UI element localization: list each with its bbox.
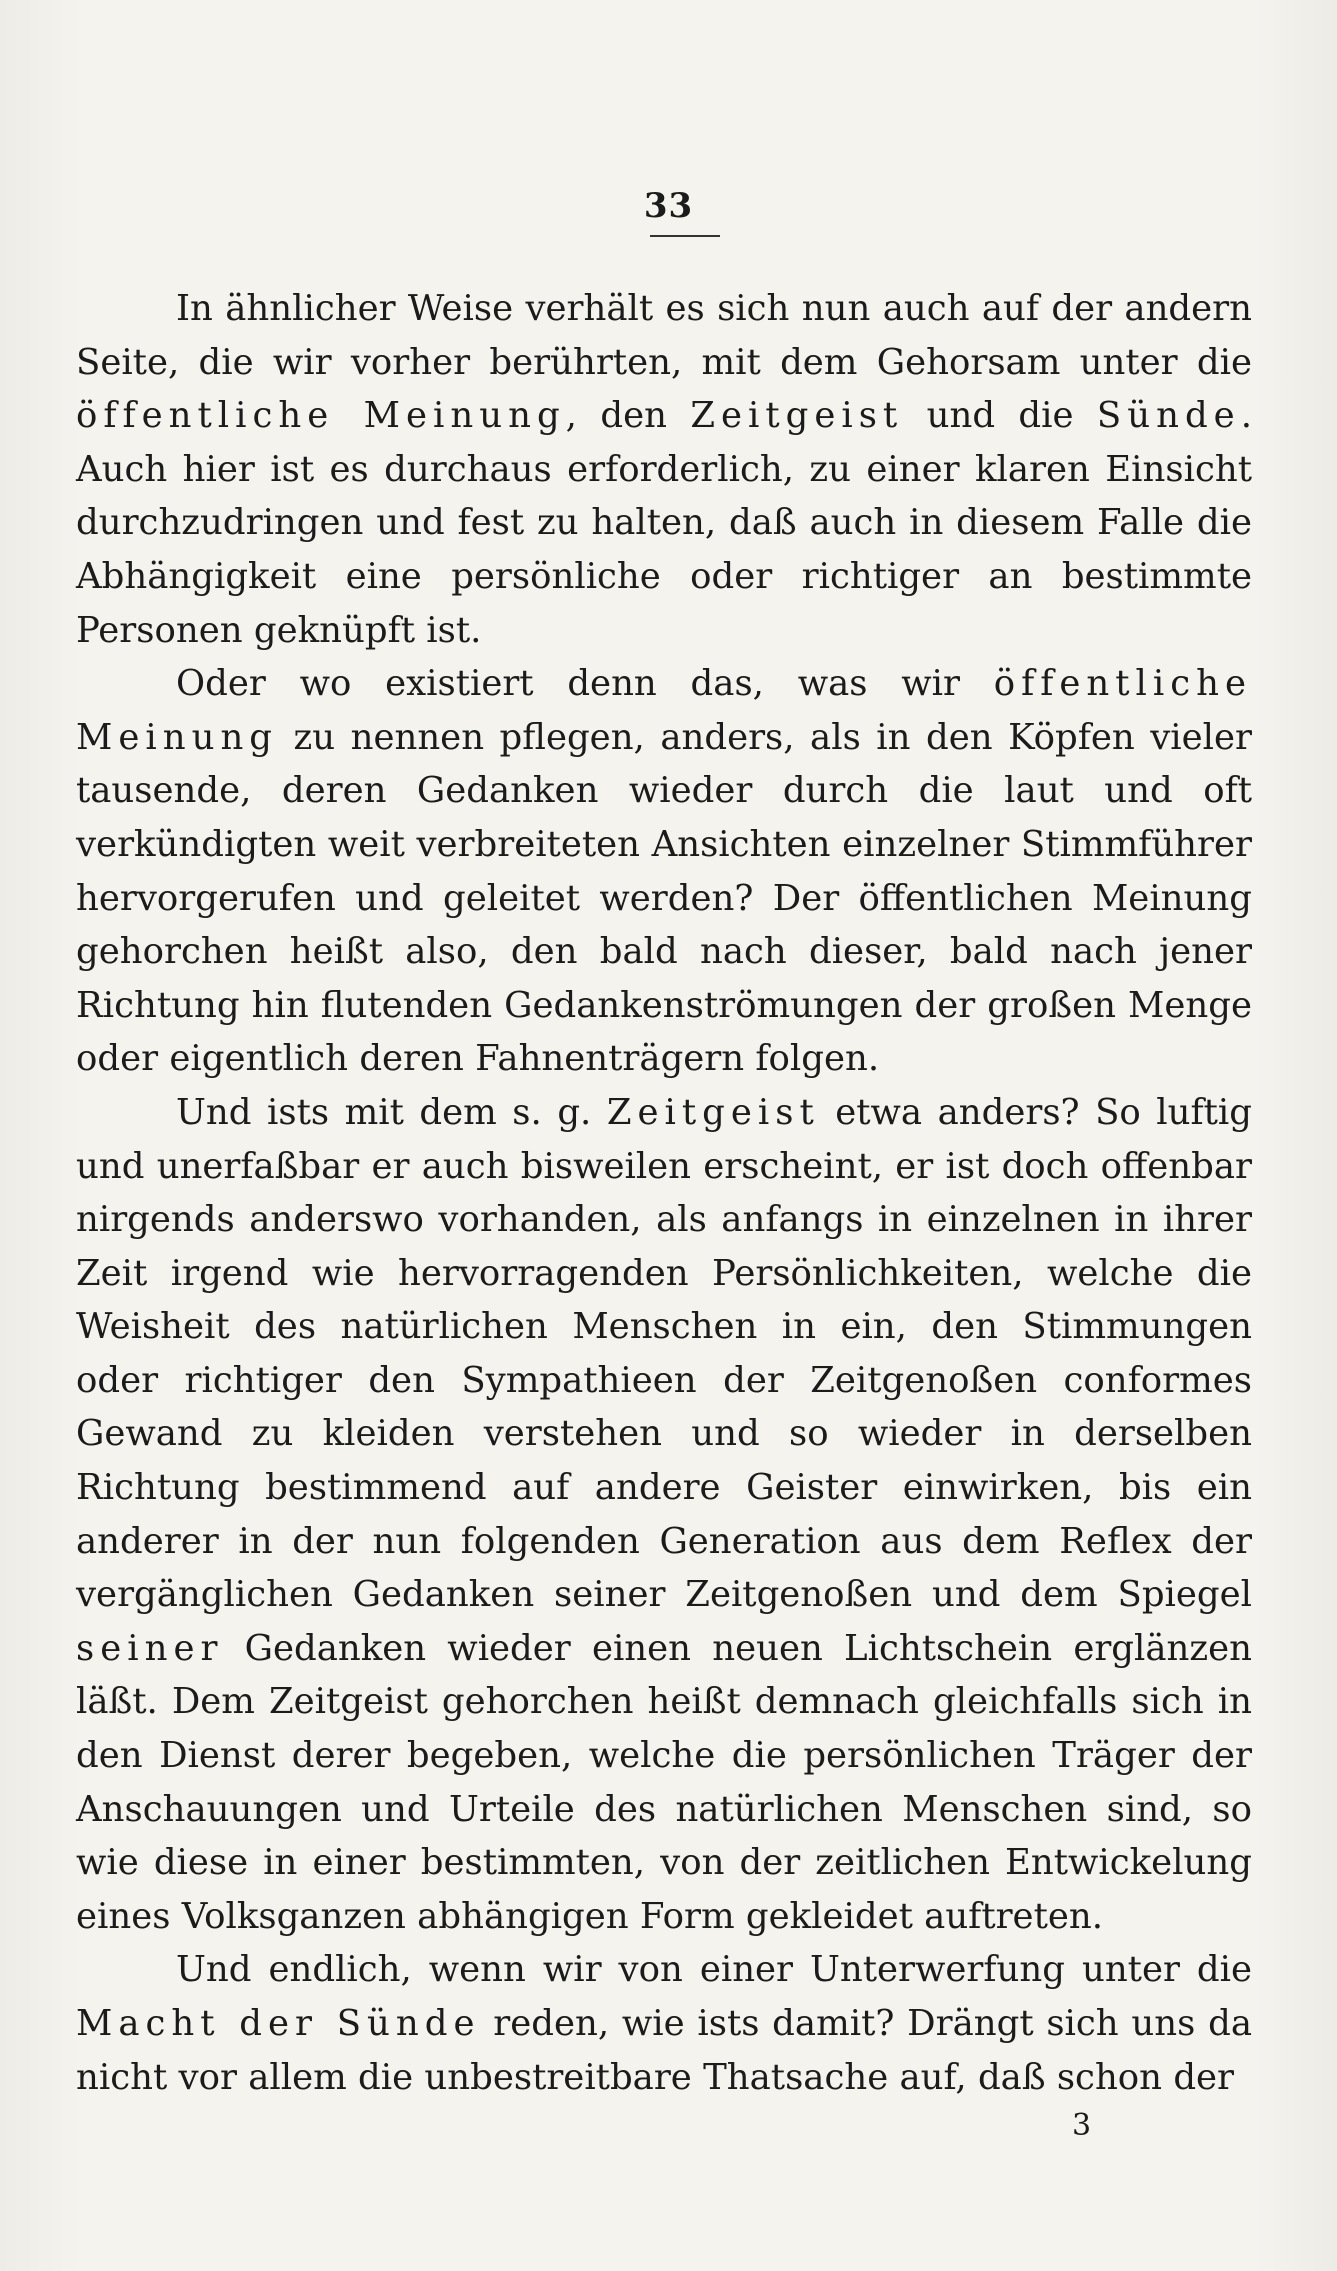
page-number-rule [650,235,720,237]
paragraph-3: Und ists mit dem s. g. Zeitgeist etwa anders? So luftig und unerfaßbar er auch bisweilen erscheint, er ist doch offenbar nirgends anderswo vorhanden, als anfangs in einzelnen in ihrer Zeit irgend wie hervorragenden Persönlichkeiten, welche die Weisheit des natürlichen Menschen in ein, den Stimmungen oder richtiger den Sympathieen der Zeitgenoßen conformes Gewand zu kleiden verstehen und so wieder in derselben Richtung bestimmend auf andere Geister einwirken, bis ein anderer in der nun folgenden Generation aus dem Reflex der vergänglichen Gedanken seiner Zeitgenoßen und dem Spiegel seiner Gedanken wieder einen neuen Lichtschein erglänzen läßt. Dem Zeitgeist gehorchen heißt demnach gleichfalls sich in den Dienst derer begeben, welche die persönlichen Träger der Anschauungen und Urteile des natürlichen Menschen sind, so wie diese in einer bestimmten, von der zeitlichen Entwickelung eines Volksganzen abhängigen Form gekleidet auftreten. [76,1091,1252,1937]
paragraph-4: Und endlich, wenn wir von einer Unterwerfung unter die Macht der Sünde reden, wie ists damit? Drängt sich uns da nicht vor allem die unbestreitbare Thatsache auf, daß schon der [76,1949,1252,2098]
page-number: 33 [643,186,694,226]
body-text [76,282,1252,2104]
signature-mark: 3 [1072,2108,1092,2143]
paragraph-1: In ähnlicher Weise verhält es sich nun auch auf der andern Seite, die wir vorher berührten, mit dem Gehorsam unter die öffentliche Meinung, den Zeitgeist und die Sünde. Auch hier ist es durchaus erforderlich, zu einer klaren Einsicht durchzudringen und fest zu halten, daß auch in diesem Falle die Abhängigkeit eine persönliche oder richtiger an bestimmte Personen geknüpft ist. [76,288,1252,651]
paragraph-2: Oder wo existiert denn das, was wir öffentliche Meinung zu nennen pflegen, anders, als in den Köpfen vieler tausende, deren Gedanken wieder durch die laut und oft verkündigten weit verbreiteten Ansichten einzelner Stimmführer hervorgerufen und geleitet werden? Der öffentlichen Meinung gehorchen heißt also, den bald nach dieser, bald nach jener Richtung hin flutenden Gedankenströmungen der großen Menge oder eigentlich deren Fahnenträgern folgen. [76,663,1252,1080]
